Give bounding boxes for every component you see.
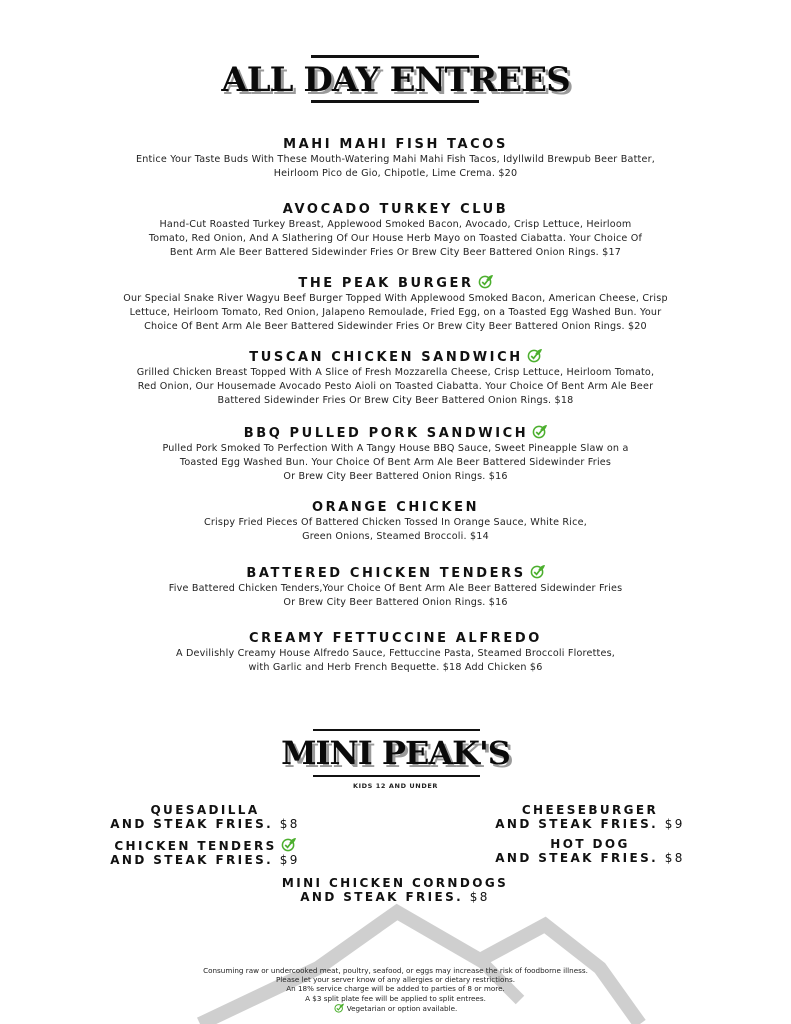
disclaimer-line: Consuming raw or undercooked meat, poultry, seafood, or eggs may increase the risk of foodborne illness. [203, 966, 588, 975]
title-rule-top [311, 55, 479, 58]
item-name-line2: AND STEAK FRIES. [110, 817, 274, 831]
item-price: $9 [279, 853, 300, 867]
item-name-line2: AND STEAK FRIES. [495, 851, 659, 865]
item-name: BATTERED CHICKEN TENDERS [246, 566, 526, 581]
item-desc-line: Grilled Chicken Breast Topped With A Slice of Fresh Mozzarella Cheese, Crisp Lettuce, Heirloom Tomato, [136, 367, 655, 378]
item-name: CHICKEN TENDERS [114, 839, 277, 853]
kids-menu-item [245, 876, 545, 904]
item-price: $8 [469, 890, 490, 904]
kids-menu-item [100, 837, 310, 867]
title-rule-bottom [311, 100, 479, 103]
item-desc-line: Choice Of Bent Arm Ale Beer Battered Sidewinder Fries Or Brew City Beer Battered Onion Rings. $20 [144, 321, 647, 332]
item-name: TUSCAN CHICKEN SANDWICH [249, 350, 523, 365]
legend-text: Vegetarian or option available. [346, 1003, 458, 1013]
vegetarian-leaf-check-icon [478, 274, 493, 289]
menu-item [0, 348, 791, 408]
disclaimer-line: An 18% service charge will be added to parties of 8 or more. [286, 984, 505, 994]
vegetarian-leaf-check-icon [334, 1003, 344, 1013]
item-name: CREAMY FETTUCCINE ALFREDO [249, 631, 542, 646]
menu-item [0, 424, 791, 484]
vegetarian-leaf-check-icon [530, 564, 545, 579]
menu-item [0, 564, 791, 610]
vegetarian-leaf-check-icon [527, 348, 542, 363]
item-name: CHEESEBURGER [521, 803, 659, 817]
item-desc-line: A Devilishly Creamy House Alfredo Sauce, Fettuccine Pasta, Steamed Broccoli Florettes, [175, 648, 616, 659]
item-desc-line: Lettuce, Heirloom Tomato, Red Onion, Jalapeno Remoulade, Fried Egg, on a Toasted Egg Washed Bun. Your [129, 307, 662, 318]
item-desc-line: Entice Your Taste Buds With These Mouth-Watering Mahi Mahi Fish Tacos, Idyllwild Brewpub Beer Batter, [136, 154, 655, 165]
menu-item [0, 201, 791, 260]
item-desc-line: Green Onions, Steamed Broccoli. $14 [302, 531, 489, 542]
item-desc-line: Red Onion, Our Housemade Avocado Pesto Aioli on Toasted Ciabatta. Your Choice Of Bent Arm Ale Beer [137, 381, 654, 392]
section-subtitle-kids: KIDS 12 AND UNDER [353, 782, 438, 790]
item-price: $8 [664, 851, 685, 865]
menu-item [0, 274, 791, 334]
item-price: $8 [279, 817, 300, 831]
item-name: THE PEAK BURGER [298, 276, 474, 291]
disclaimer-line: A $3 split plate fee will be applied to split entrees. [305, 993, 486, 1003]
item-name: HOT DOG [550, 837, 630, 851]
menu-item [0, 499, 791, 544]
item-desc-line: Crispy Fried Pieces Of Battered Chicken Tossed In Orange Sauce, White Rice, [204, 517, 587, 528]
item-desc-line: Tomato, Red Onion, And A Slathering Of Our House Herb Mayo on Toasted Ciabatta. Your Choice Of [148, 233, 643, 244]
kids-menu-item [100, 803, 310, 831]
item-desc-line: Five Battered Chicken Tenders,Your Choice Of Bent Arm Ale Beer Battered Sidewinder Fries [168, 583, 623, 594]
item-desc-line: with Garlic and Herb French Bequette. $18 Add Chicken $6 [248, 662, 543, 673]
menu-item [0, 630, 791, 675]
item-name-line2: AND STEAK FRIES. [110, 853, 274, 867]
item-desc-line: Or Brew City Beer Battered Onion Rings. $16 [283, 597, 508, 608]
item-desc-line: Pulled Pork Smoked To Perfection With A Tangy House BBQ Sauce, Sweet Pineapple Slaw on a [162, 443, 629, 454]
section-title-kids: MINI PEAK'S [281, 734, 510, 772]
item-price: $9 [664, 817, 685, 831]
item-desc-line: Heirloom Pico de Gio, Chipotle, Lime Crema. $20 [273, 168, 518, 179]
item-name: MAHI MAHI FISH TACOS [283, 137, 508, 152]
item-desc-line: Battered Sidewinder Fries Or Brew City Beer Battered Onion Rings. $18 [217, 395, 574, 406]
item-name-line2: AND STEAK FRIES. [300, 890, 464, 904]
item-name: QUESADILLA [150, 803, 260, 817]
disclaimer-line: Please let your server know of any allergies or dietary restrictions. [275, 975, 516, 985]
menu-item [0, 136, 791, 181]
item-desc-line: Our Special Snake River Wagyu Beef Burger Topped With Applewood Smoked Bacon, American Cheese, Crisp [123, 293, 668, 304]
item-name: AVOCADO TURKEY CLUB [282, 202, 509, 217]
item-name-line2: AND STEAK FRIES. [495, 817, 659, 831]
item-desc-line: Hand-Cut Roasted Turkey Breast, Applewood Smoked Bacon, Avocado, Crisp Lettuce, Heirloom [159, 219, 632, 230]
item-name: BBQ PULLED PORK SANDWICH [243, 426, 529, 441]
item-desc-line: Bent Arm Ale Beer Battered Sidewinder Fries Or Brew City Beer Battered Onion Rings. $17 [169, 247, 622, 258]
vegetarian-leaf-check-icon [281, 837, 296, 852]
vegetarian-leaf-check-icon [532, 424, 547, 439]
item-name: MINI CHICKEN CORNDOGS [281, 876, 509, 890]
kids-menu-item [480, 837, 700, 865]
vegetarian-legend [0, 1003, 791, 1013]
item-desc-line: Toasted Egg Washed Bun. Your Choice Of Bent Arm Ale Beer Battered Sidewinder Fries [179, 457, 612, 468]
section-title-entrees: ALL DAY ENTREES [221, 60, 570, 100]
footer-disclaimer [0, 966, 791, 1013]
title-rule-bottom [313, 775, 480, 777]
title-rule-top [313, 729, 480, 731]
item-name: ORANGE CHICKEN [311, 500, 480, 515]
item-desc-line: Or Brew City Beer Battered Onion Rings. $16 [283, 471, 508, 482]
kids-menu-item [480, 803, 700, 831]
